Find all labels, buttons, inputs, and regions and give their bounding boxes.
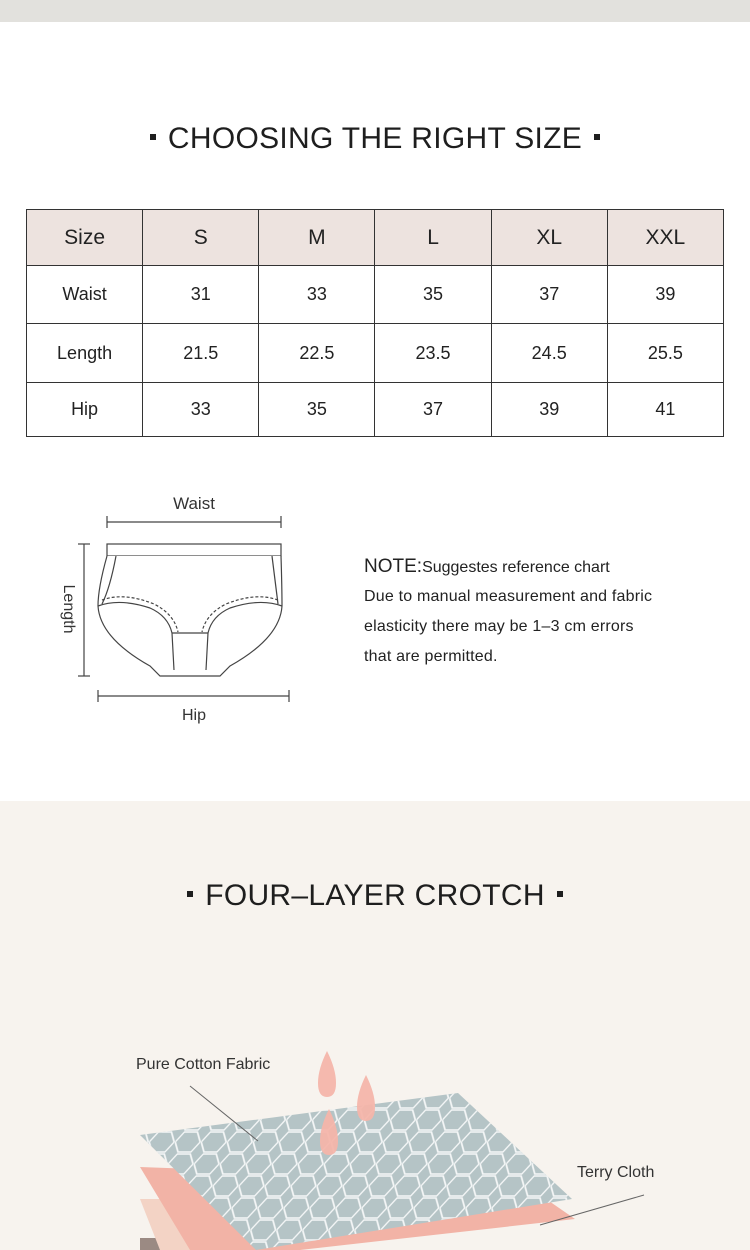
hip-dimension-line bbox=[98, 690, 289, 702]
header-cell: L bbox=[375, 210, 491, 266]
water-drop bbox=[357, 1075, 375, 1121]
header-cell: Size bbox=[27, 210, 143, 266]
row-label: Waist bbox=[27, 266, 143, 324]
crotch-section-title: FOUR–LAYER CROTCH bbox=[205, 879, 545, 912]
table-cell: 37 bbox=[375, 382, 491, 436]
table-cell: 33 bbox=[143, 382, 259, 436]
title-bullet-right bbox=[594, 134, 600, 140]
header-cell: XXL bbox=[607, 210, 723, 266]
size-section-title: CHOOSING THE RIGHT SIZE bbox=[167, 122, 583, 155]
note-line: that are permitted. bbox=[364, 648, 498, 665]
note-headline: Suggestes reference chart bbox=[422, 559, 610, 576]
table-row-waist bbox=[27, 266, 724, 324]
waist-dimension-line bbox=[107, 516, 281, 528]
size-section-title-row bbox=[0, 122, 750, 156]
table-cell: 39 bbox=[491, 382, 607, 436]
hip-label: Hip bbox=[181, 707, 207, 724]
underwear-outline bbox=[98, 544, 282, 676]
note-line: Due to manual measurement and fabric bbox=[364, 588, 653, 605]
note-body bbox=[364, 582, 734, 672]
title-bullet-left bbox=[150, 134, 156, 140]
water-drop bbox=[318, 1051, 336, 1097]
four-layer-crotch-section bbox=[0, 801, 750, 1250]
note-line: elasticity there may be 1–3 cm errors bbox=[364, 618, 634, 635]
header-cell: XL bbox=[491, 210, 607, 266]
note-headline-row bbox=[364, 556, 734, 578]
note-label: NOTE: bbox=[364, 556, 423, 577]
row-label: Length bbox=[27, 324, 143, 382]
table-cell: 37 bbox=[491, 266, 607, 324]
table-cell: 39 bbox=[607, 266, 723, 324]
size-note bbox=[364, 556, 734, 672]
length-dimension-line bbox=[78, 544, 90, 676]
terry-cloth-label: Terry Cloth bbox=[577, 1164, 655, 1181]
row-label: Hip bbox=[27, 382, 143, 436]
size-header-row bbox=[27, 210, 724, 266]
header-cell: S bbox=[143, 210, 259, 266]
table-row-hip bbox=[27, 382, 724, 436]
table-cell: 41 bbox=[607, 382, 723, 436]
table-cell: 35 bbox=[259, 382, 375, 436]
table-cell: 24.5 bbox=[491, 324, 607, 382]
length-label: Length bbox=[60, 584, 77, 634]
table-cell: 21.5 bbox=[143, 324, 259, 382]
table-cell: 25.5 bbox=[607, 324, 723, 382]
cotton-fabric-label: Pure Cotton Fabric bbox=[136, 1056, 271, 1073]
table-cell: 23.5 bbox=[375, 324, 491, 382]
table-cell: 22.5 bbox=[259, 324, 375, 382]
layer-illustration bbox=[0, 801, 750, 1250]
size-chart-table bbox=[26, 209, 724, 437]
top-strip bbox=[0, 0, 750, 22]
table-cell: 35 bbox=[375, 266, 491, 324]
table-row-length bbox=[27, 324, 724, 382]
table-cell: 31 bbox=[143, 266, 259, 324]
underwear-measurement-diagram bbox=[50, 488, 310, 728]
header-cell: M bbox=[259, 210, 375, 266]
waist-label: Waist bbox=[173, 494, 215, 513]
table-cell: 33 bbox=[259, 266, 375, 324]
